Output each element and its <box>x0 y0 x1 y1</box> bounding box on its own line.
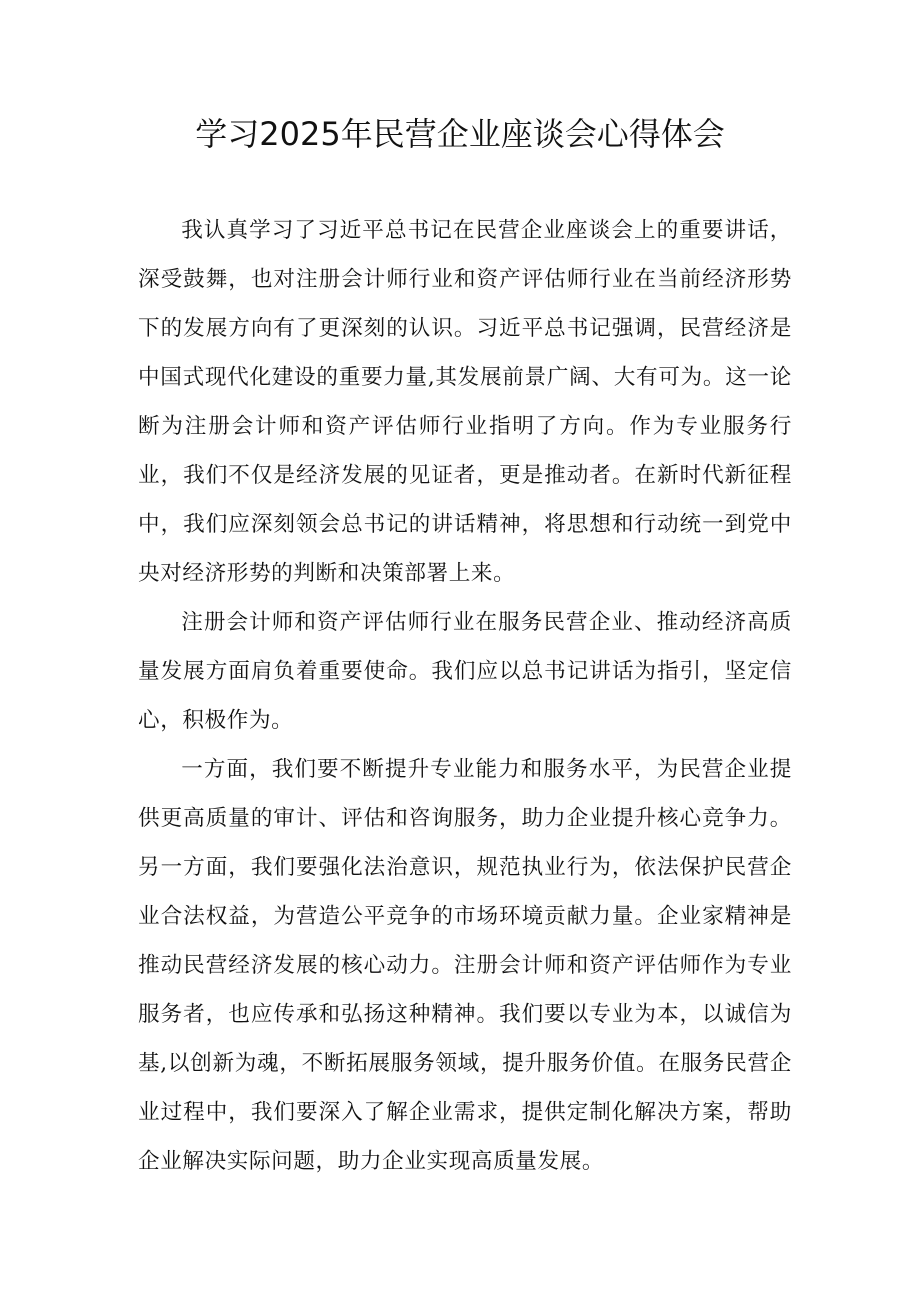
paragraph-1: 我认真学习了习近平总书记在民营企业座谈会上的重要讲话，深受鼓舞，也对注册会计师行业和资产评估师行业在当前经济形势下的发展方向有了更深刻的认识。习近平总书记强调，民营经济是中国式现代化建设的重要力量,其发展前景广阔、大有可为。这一论断为注册会计师和资产评估师行业指明了方向。作为专业服务行业，我们不仅是经济发展的见证者，更是推动者。在新时代新征程中，我们应深刻领会总书记的讲话精神，将思想和行动统一到党中央对经济形势的判断和决策部署上来。 <box>138 218 792 586</box>
paragraph-3: 一方面，我们要不断提升专业能力和服务水平，为民营企业提供更高质量的审计、评估和咨询服务，助力企业提升核心竞争力。另一方面，我们要强化法治意识，规范执业行为，依法保护民营企业合法权益，为营造公平竞争的市场环境贡献力量。企业家精神是推动民营经济发展的核心动力。注册会计师和资产评估师作为专业服务者，也应传承和弘扬这种精神。我们要以专业为本，以诚信为基,以创新为魂，不断拓展服务领域，提升服务价值。在服务民营企业过程中，我们要深入了解企业需求，提供定制化解决方案，帮助企业解决实际问题，助力企业实现高质量发展。 <box>138 757 792 1174</box>
document-body <box>138 206 792 1186</box>
paragraph-2: 注册会计师和资产评估师行业在服务民营企业、推动经济高质量发展方面肩负着重要使命。我们应以总书记讲话为指引，坚定信心，积极作为。 <box>138 610 792 733</box>
document-title: 学习2025年民营企业座谈会心得体会 <box>195 115 725 153</box>
